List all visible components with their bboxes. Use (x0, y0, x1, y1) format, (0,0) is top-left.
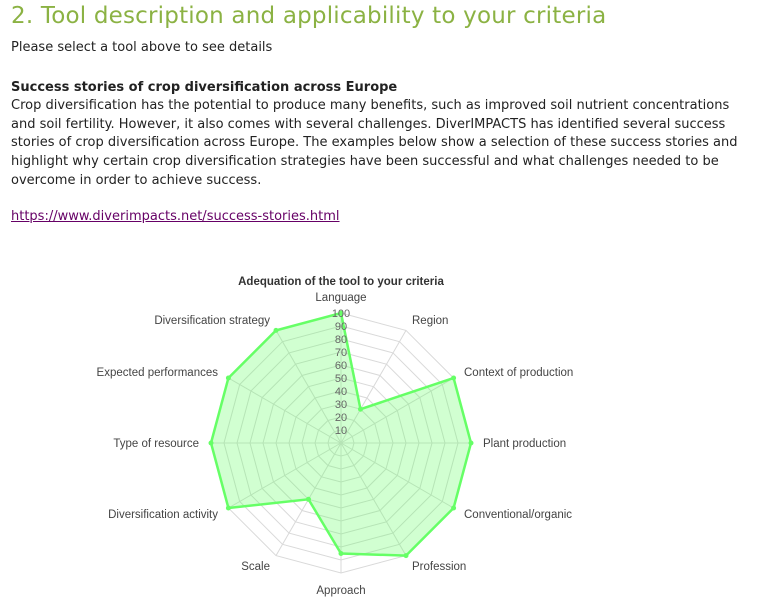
data-point-2 (358, 407, 363, 412)
category-label: Approach (316, 585, 366, 597)
radar-svg (0, 260, 763, 600)
category-label: Context of production (464, 367, 574, 379)
category-label: Profession (412, 561, 467, 573)
tick-label: 100 (331, 308, 351, 320)
category-label: Expected performances (96, 367, 218, 379)
tick-label: 20 (334, 412, 348, 424)
data-point-10 (209, 441, 214, 446)
category-label: Diversification strategy (154, 315, 270, 327)
category-label: Region (412, 315, 449, 327)
tick-label: 60 (334, 360, 348, 372)
tick-label: 50 (334, 373, 348, 385)
category-label: Type of resource (113, 438, 199, 450)
category-label: Conventional/organic (464, 509, 573, 521)
success-stories-block (11, 79, 756, 191)
success-stories-title: Success stories of crop diversification across Europe (11, 80, 398, 95)
success-stories-link[interactable]: https://www.diverimpacts.net/success-stories.html (11, 209, 340, 224)
section-title: 2. Tool description and applicability to your criteria (11, 3, 607, 29)
data-point-7 (339, 551, 344, 556)
tick-label: 70 (334, 347, 348, 359)
success-stories-description: Crop diversification has the potential to produce many benefits, such as improved soil nutrient concentrations and soil fertility. However, it also comes with several challenges. DiverIMPACTS has identified several success stories of crop diversification across Europe. The examples below show a selection of these success stories and highlight why certain crop diversification strategies have been successful and what challenges needed to be overcome in order to achieve success. (11, 98, 738, 188)
tick-label: 10 (334, 425, 348, 437)
data-point-12 (274, 328, 279, 333)
select-tool-hint: Please select a tool above to see details (11, 40, 273, 55)
chart-title: Adequation of the tool to your criteria (238, 276, 444, 288)
category-label: Plant production (483, 438, 567, 450)
tick-label: 40 (334, 386, 348, 398)
data-point-3 (451, 376, 456, 381)
tick-label: 90 (334, 321, 348, 333)
criteria-radar-chart (0, 260, 763, 600)
data-point-8 (306, 497, 311, 502)
data-point-11 (226, 376, 231, 381)
tick-label: 80 (334, 334, 348, 346)
category-label: Scale (241, 561, 270, 573)
data-point-9 (226, 506, 231, 511)
tick-label: 30 (334, 399, 348, 411)
category-label: Language (315, 292, 367, 304)
data-point-4 (469, 441, 474, 446)
category-label: Diversification activity (108, 509, 218, 521)
data-point-6 (404, 553, 409, 558)
data-point-5 (451, 506, 456, 511)
